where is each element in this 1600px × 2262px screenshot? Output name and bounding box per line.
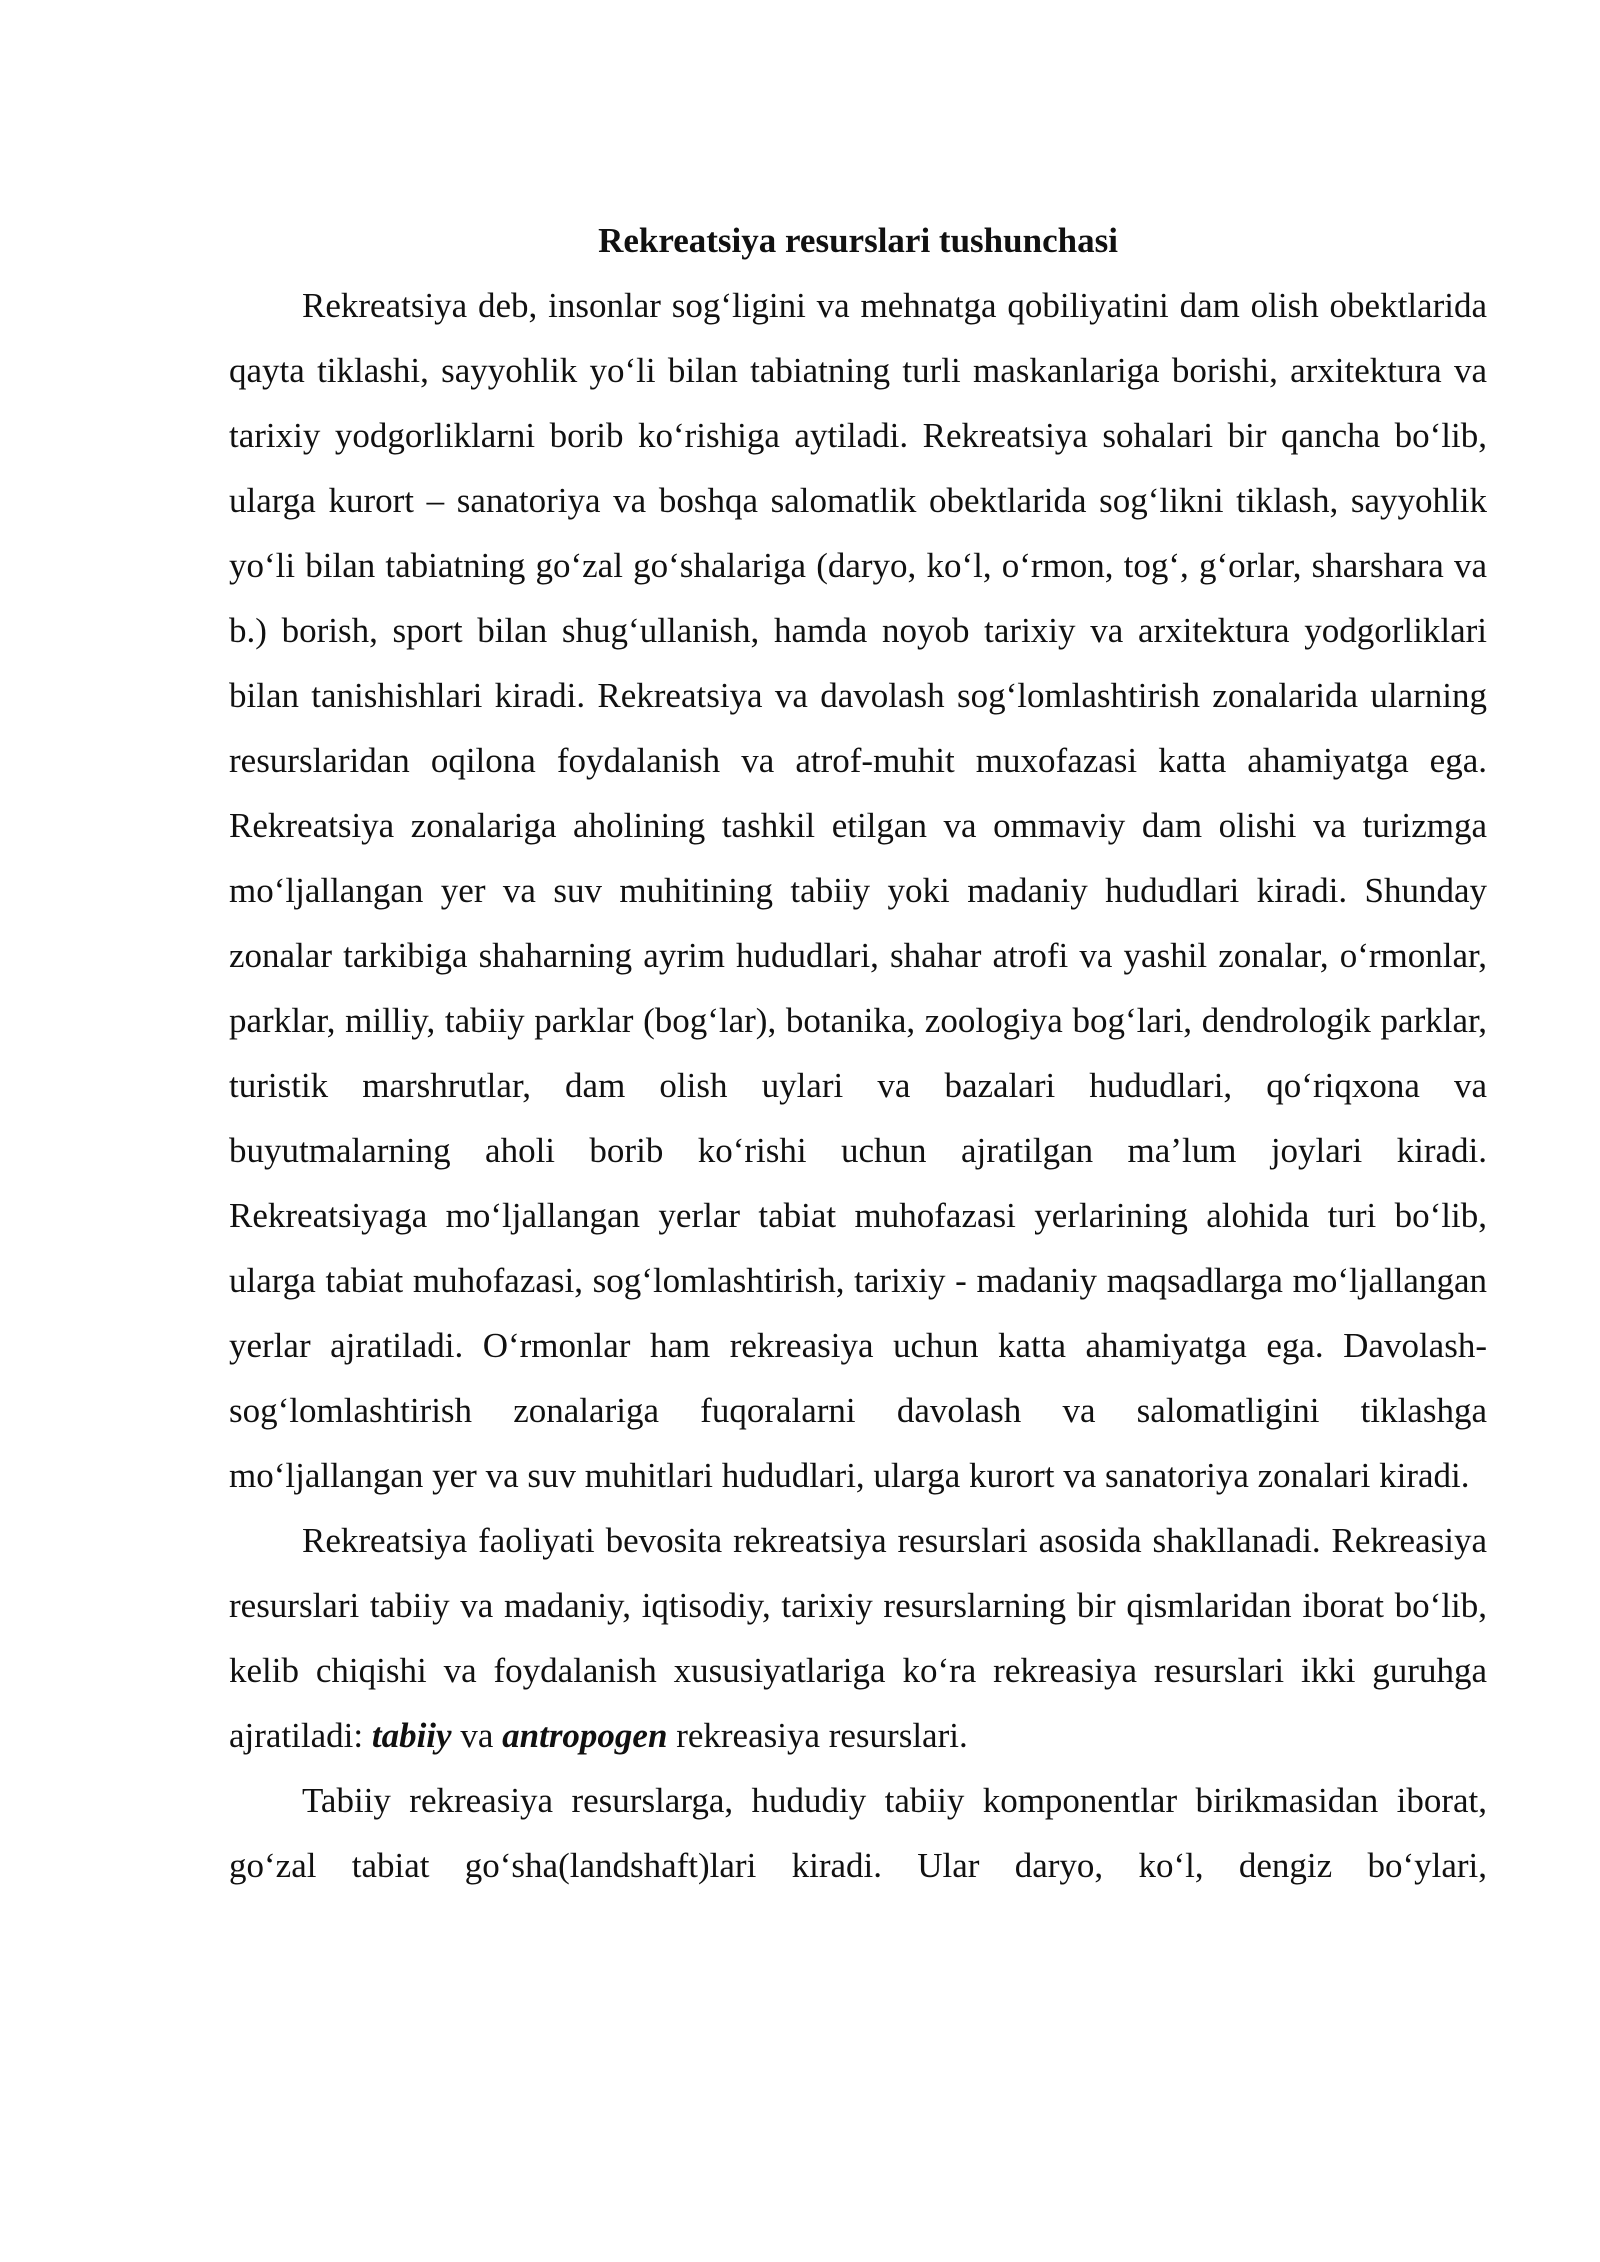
- paragraph-natural-resources: Tabiiy rekreasiya resurslarga, hududiy tabiiy komponentlar birikmasidan iborat, go‘zal tabiat go‘sha(landshaft)lari kiradi. Ular daryo, ko‘l, dengiz bo‘ylari,: [229, 1781, 1487, 1885]
- document-title: Rekreatsiya resurslari tushunchasi: [598, 221, 1118, 260]
- paragraph-rekreatsiya-resources: [229, 1508, 1487, 1768]
- paragraph-text: va: [451, 1716, 503, 1755]
- emphasis-tabiiy: tabiiy: [371, 1716, 452, 1755]
- document-body: [229, 208, 1487, 1898]
- emphasis-antropogen: antropogen: [502, 1716, 668, 1755]
- paragraph-text: rekreasiya resurslari.: [667, 1716, 968, 1755]
- paragraph-rekreatsiya-definition: Rekreatsiya deb, insonlar sog‘ligini va mehnatga qobiliyatini dam olish obektlarida qayta tiklashi, sayyohlik yo‘li bilan tabiatning turli maskanlariga borishi, arxitektura va tarixiy yodgorliklarni borib ko‘rishiga aytiladi. Rekreatsiya sohalari bir qancha bo‘lib, ularga kurort – sanatoriya va boshqa salomatlik obektlarida sog‘likni tiklash, sayyohlik yo‘li bilan tabiatning go‘zal go‘shalariga (daryo, ko‘l, o‘rmon, tog‘, g‘orlar, sharshara va b.) borish, sport bilan shug‘ullanish, hamda noyob tarixiy va arxitektura yodgorliklari bilan tanishishlari kiradi. Rekreatsiya va davolash sog‘lomlashtirish zonalarida ularning resurslaridan oqilona foydalanish va atrof-muhit muxofazasi katta ahamiyatga ega. Rekreatsiya zonalariga aholining tashkil etilgan va ommaviy dam olishi va turizmga mo‘ljallangan yer va suv muhitining tabiiy yoki madaniy hududlari kiradi. Shunday zonalar tarkibiga shaharning ayrim hududlari, shahar atrofi va yashil zonalar, o‘rmonlar, parklar, milliy, tabiiy parklar (bog‘lar), botanika, zoologiya bog‘lari, dendrologik parklar, turistik marshrutlar, dam olish uylari va bazalari hududlari, qo‘riqxona va buyutmalarning aholi borib ko‘rishi uchun ajratilgan ma’lum joylari kiradi. Rekreatsiyaga mo‘ljallangan yerlar tabiat muhofazasi yerlarining alohida turi bo‘lib, ularga tabiat muhofazasi, sog‘lomlashtirish, tarixiy - madaniy maqsadlarga mo‘ljallangan yerlar ajratiladi. O‘rmonlar ham rekreasiya uchun katta ahamiyatga ega. Davolash-sog‘lomlashtirish zonalariga fuqoralarni davolash va salomatligini tiklashga mo‘ljallangan yer va suv muhitlari hududlari, ularga kurort va sanatoriya zonalari kiradi.: [229, 286, 1487, 1495]
- paragraph-text: Rekreatsiya faoliyati bevosita rekreatsiya resurslari asosida shakllanadi. Rekreasiya resurslari tabiiy va madaniy, iqtisodiy, tarixiy resurslarning bir qismlaridan iborat bo‘lib, kelib chiqishi va foydalanish xususiyatlariga ko‘ra rekreasiya resurslari ikki guruhga ajratiladi:: [229, 1521, 1487, 1755]
